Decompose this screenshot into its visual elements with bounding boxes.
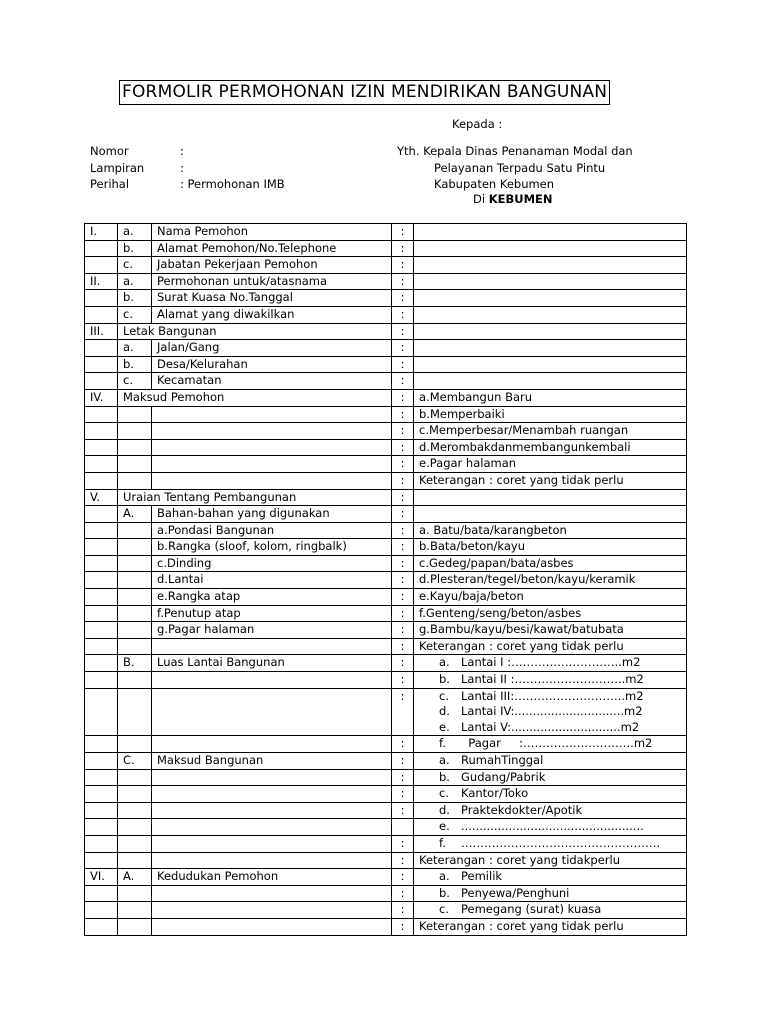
section-number [85,572,118,589]
table-row [85,869,687,886]
option-letter: d. [439,802,450,817]
section-number [85,340,118,357]
item-letter [118,852,152,869]
section-number [85,522,118,539]
section-number [85,819,118,836]
table-row [85,902,687,919]
jalan-field[interactable] [414,340,687,357]
address-line-2: Pelayanan Terpadu Satu Pintu [434,161,606,175]
option-value: RumahTinggal [461,753,544,767]
option-value: Lantai V:..............................m2 [461,719,640,734]
section-number: V. [85,489,118,506]
field-label: Nama Pemohon [152,224,392,241]
colon: : [392,257,414,274]
field-label: a.Pondasi Bangunan [152,522,392,539]
field-label: Desa/Kelurahan [152,356,392,373]
colon: : [392,688,414,736]
field-label: Jabatan Pekerjaan Pemohon [152,257,392,274]
item-letter: c. [118,257,152,274]
item-letter [118,902,152,919]
table-row [85,257,687,274]
option-letter: b. [439,769,450,784]
field-label [152,769,392,786]
colon: : [392,802,414,819]
section-number [85,240,118,257]
surat-kuasa-field[interactable] [414,290,687,307]
section-number [85,622,118,639]
field-label: b.Rangka (sloof, kolom, ringbalk) [152,539,392,556]
table-row [85,539,687,556]
item-letter [118,423,152,440]
lampiran-label: Lampiran [90,161,145,175]
table-row [85,753,687,770]
table-row [85,506,687,523]
perihal-value: : Permohonan IMB [180,177,285,191]
section-number: III. [85,323,118,340]
option-letter: d. [439,704,450,719]
section-number [85,753,118,770]
option-text: g.Bambu/kayu/besi/kawat/batubata [414,622,687,639]
section-number [85,786,118,803]
address-city: KEBUMEN [488,192,553,206]
option-text [414,672,687,689]
kepada-label: Kepada : [452,117,503,131]
table-row [85,802,687,819]
option-text: c.Memperbesar/Menambah ruangan [414,423,687,440]
field-label [152,638,392,655]
section-number [85,406,118,423]
section-number [85,506,118,523]
field-label [152,439,392,456]
colon [392,819,414,836]
item-letter [118,885,152,902]
desa-field[interactable] [414,356,687,373]
item-letter: a. [118,340,152,357]
option-value: Lantai III:………………………..m2 [461,688,644,703]
section-number: VI. [85,869,118,886]
option-text [414,769,687,786]
colon: : [392,306,414,323]
table-row [85,456,687,473]
table-row [85,819,687,836]
field-label: Kedudukan Pemohon [152,869,392,886]
option-letter: e. [439,819,450,834]
field-label [152,902,392,919]
option-letter: b. [439,672,450,687]
table-row [85,389,687,406]
alamat-pemohon-field[interactable] [414,240,687,257]
field-label [152,852,392,869]
option-letter: f. [439,835,446,850]
option-letter: c. [439,688,449,703]
colon: : [392,753,414,770]
field-label [152,456,392,473]
table-row [85,589,687,606]
colon: : [392,340,414,357]
letak-bangunan-field[interactable] [414,323,687,340]
table-row [85,290,687,307]
colon: : [392,672,414,689]
item-letter [118,786,152,803]
section-number [85,456,118,473]
table-row [85,572,687,589]
table-row [85,622,687,639]
field-label [152,786,392,803]
table-row [85,655,687,672]
section-number [85,885,118,902]
option-text [414,869,687,886]
field-label [152,835,392,852]
colon: : [392,439,414,456]
colon: : [392,835,414,852]
field-label: Permohonan untuk/atasnama [152,273,392,290]
colon: : [392,786,414,803]
option-text: f.Genteng/seng/beton/asbes [414,605,687,622]
table-row [85,688,687,736]
colon: : [392,885,414,902]
section-number [85,356,118,373]
option-text: b.Bata/beton/kayu [414,539,687,556]
colon: : [392,273,414,290]
item-letter [118,522,152,539]
table-row [85,489,687,506]
field-label: Bahan-bahan yang digunakan [152,506,392,523]
option-value: Lantai I :………………………..m2 [461,655,641,670]
colon: : [392,472,414,489]
item-letter [118,572,152,589]
option-text: e.Kayu/baja/beton [414,589,687,606]
option-value: Pagar :………………………..m2 [461,736,653,751]
colon: : [392,589,414,606]
colon: : [392,489,414,506]
item-letter [118,539,152,556]
nomor-colon: : [180,144,184,158]
table-row [85,522,687,539]
item-letter: C. [118,753,152,770]
option-text: c.Gedeg/papan/bata/asbes [414,555,687,572]
table-row [85,224,687,241]
field-label: e.Rangka atap [152,589,392,606]
table-row [85,835,687,852]
colon: : [392,389,414,406]
option-letter: c. [439,902,449,917]
colon: : [392,902,414,919]
item-letter [118,472,152,489]
option-value: Pemilik [461,869,503,884]
option-letter: c. [439,786,449,801]
kecamatan-field[interactable] [414,373,687,390]
section-number [85,835,118,852]
table-row [85,306,687,323]
field-label [152,736,392,753]
section-number: IV. [85,389,118,406]
colon: : [392,373,414,390]
note-text: Keterangan : coret yang tidakperlu [414,852,687,869]
item-letter [118,589,152,606]
item-letter [118,736,152,753]
note-text: Keterangan : coret yang tidak perlu [414,918,687,935]
option-line [419,689,686,705]
section-number [85,423,118,440]
option-value: Kantor/Toko [461,786,529,801]
form-title: FORMOLIR PERMOHONAN IZIN MENDIRIKAN BANGUNAN [119,80,610,105]
option-text: d.Plesteran/tegel/beton/kayu/keramik [414,572,687,589]
option-letter: a. [439,753,450,767]
field-label: Luas Lantai Bangunan [152,655,392,672]
table-row [85,240,687,257]
nama-pemohon-field[interactable] [414,224,687,241]
field-label [152,672,392,689]
option-value: ……………………………………………. [461,835,661,850]
field-label [152,819,392,836]
table-row [85,852,687,869]
section-label: Maksud Pemohon [118,389,392,406]
nomor-label: Nomor [90,144,129,158]
field-label: g.Pagar halaman [152,622,392,639]
field-label [152,406,392,423]
option-text [414,753,687,770]
item-letter [118,819,152,836]
address-di: Di [473,192,489,206]
item-letter [118,802,152,819]
field-label: Maksud Bangunan [152,753,392,770]
option-letter: e. [439,719,450,734]
section-number [85,373,118,390]
uraian-field[interactable] [414,489,687,506]
table-row [85,356,687,373]
table-row [85,638,687,655]
option-letter: a. [439,655,450,670]
colon: : [392,539,414,556]
section-number [85,555,118,572]
section-number [85,472,118,489]
field-label [152,918,392,935]
table-row [85,672,687,689]
option-value: Praktekdokter/Apotik [461,802,583,817]
section-number: I. [85,224,118,241]
field-label [152,688,392,736]
colon: : [392,638,414,655]
section-number [85,769,118,786]
field-label [152,885,392,902]
option-text[interactable] [414,835,687,852]
option-text: e.Pagar halaman [414,456,687,473]
colon: : [392,572,414,589]
option-letter: f. [439,736,446,751]
option-value: Pemegang (surat) kuasa [461,902,602,917]
section-label: Uraian Tentang Pembangunan [118,489,392,506]
table-row [85,472,687,489]
option-text: a.Membangun Baru [414,389,687,406]
field-label: Kecamatan [152,373,392,390]
colon: : [392,406,414,423]
field-label [152,472,392,489]
section-number [85,605,118,622]
address-line-3: Kabupaten Kebumen [434,177,555,191]
section-label: Letak Bangunan [118,323,392,340]
colon: : [392,555,414,572]
field-label: c.Dinding [152,555,392,572]
section-number [85,638,118,655]
table-row [85,555,687,572]
item-letter: a. [118,224,152,241]
colon: : [392,356,414,373]
note-text: Keterangan : coret yang tidak perlu [414,472,687,489]
item-letter: b. [118,356,152,373]
item-letter [118,638,152,655]
field-label: Jalan/Gang [152,340,392,357]
option-text [414,688,687,736]
option-text [414,885,687,902]
colon: : [392,323,414,340]
section-number [85,736,118,753]
table-row [85,340,687,357]
table-row [85,769,687,786]
table-row [85,406,687,423]
colon: : [392,423,414,440]
option-value: .................................................. [461,819,644,834]
section-number [85,439,118,456]
address-line-1: Yth. Kepala Dinas Penanaman Modal dan [397,144,633,158]
item-letter [118,406,152,423]
item-letter [118,769,152,786]
option-text [414,802,687,819]
item-letter [118,622,152,639]
item-letter [118,672,152,689]
table-row [85,373,687,390]
item-letter: B. [118,655,152,672]
colon: : [392,605,414,622]
colon: : [392,456,414,473]
option-text [414,786,687,803]
table-row [85,423,687,440]
bahan-field[interactable] [414,506,687,523]
table-row [85,918,687,935]
section-number [85,672,118,689]
field-label: Alamat yang diwakilkan [152,306,392,323]
option-text: b.Memperbaiki [414,406,687,423]
field-label: Surat Kuasa No.Tanggal [152,290,392,307]
item-letter [118,605,152,622]
item-letter [118,918,152,935]
section-number [85,655,118,672]
item-letter [118,555,152,572]
field-label: f.Penutup atap [152,605,392,622]
option-value: Gudang/Pabrik [461,769,546,784]
colon: : [392,506,414,523]
table-row [85,439,687,456]
section-number [85,306,118,323]
colon: : [392,240,414,257]
colon: : [392,290,414,307]
field-label: d.Lantai [152,572,392,589]
item-letter: c. [118,306,152,323]
table-row [85,736,687,753]
table-row [85,786,687,803]
option-text [414,655,687,672]
option-text: a. Batu/bata/karangbeton [414,522,687,539]
option-text[interactable] [414,819,687,836]
colon: : [392,736,414,753]
colon: : [392,918,414,935]
section-number [85,688,118,736]
section-number [85,852,118,869]
colon: : [392,224,414,241]
colon: : [392,522,414,539]
jabatan-field[interactable] [414,257,687,274]
option-line [419,704,686,720]
section-number [85,902,118,919]
table-row [85,323,687,340]
item-letter [118,439,152,456]
field-label: Alamat Pemohon/No.Telephone [152,240,392,257]
option-value: Lantai II :………………………..m2 [461,672,644,687]
table-row [85,885,687,902]
colon: : [392,852,414,869]
item-letter [118,688,152,736]
table-row [85,273,687,290]
item-letter: b. [118,290,152,307]
section-number [85,539,118,556]
colon: : [392,655,414,672]
option-line [419,720,686,736]
alamat-diwakilkan-field[interactable] [414,306,687,323]
item-letter: b. [118,240,152,257]
item-letter [118,835,152,852]
item-letter [118,456,152,473]
field-label [152,423,392,440]
atasnama-field[interactable] [414,273,687,290]
note-text: Keterangan : coret yang tidak perlu [414,638,687,655]
item-letter: c. [118,373,152,390]
section-number [85,918,118,935]
item-letter: a. [118,273,152,290]
option-letter: b. [439,885,450,900]
field-label [152,802,392,819]
option-value: Penyewa/Penghuni [461,885,570,900]
address-line-4 [473,192,553,206]
colon: : [392,622,414,639]
option-letter: a. [439,869,450,884]
option-text: d.Merombakdanmembangunkembali [414,439,687,456]
option-text [414,902,687,919]
table-row [85,605,687,622]
item-letter: A. [118,869,152,886]
section-number [85,257,118,274]
colon: : [392,869,414,886]
section-number [85,802,118,819]
option-value: Lantai IV:..............................m2 [461,704,643,719]
application-form-table [84,223,687,936]
section-number [85,290,118,307]
lampiran-colon: : [180,161,184,175]
section-number: II. [85,273,118,290]
colon: : [392,769,414,786]
item-letter: A. [118,506,152,523]
perihal-label: Perihal [90,177,130,191]
option-text [414,736,687,753]
section-number [85,589,118,606]
